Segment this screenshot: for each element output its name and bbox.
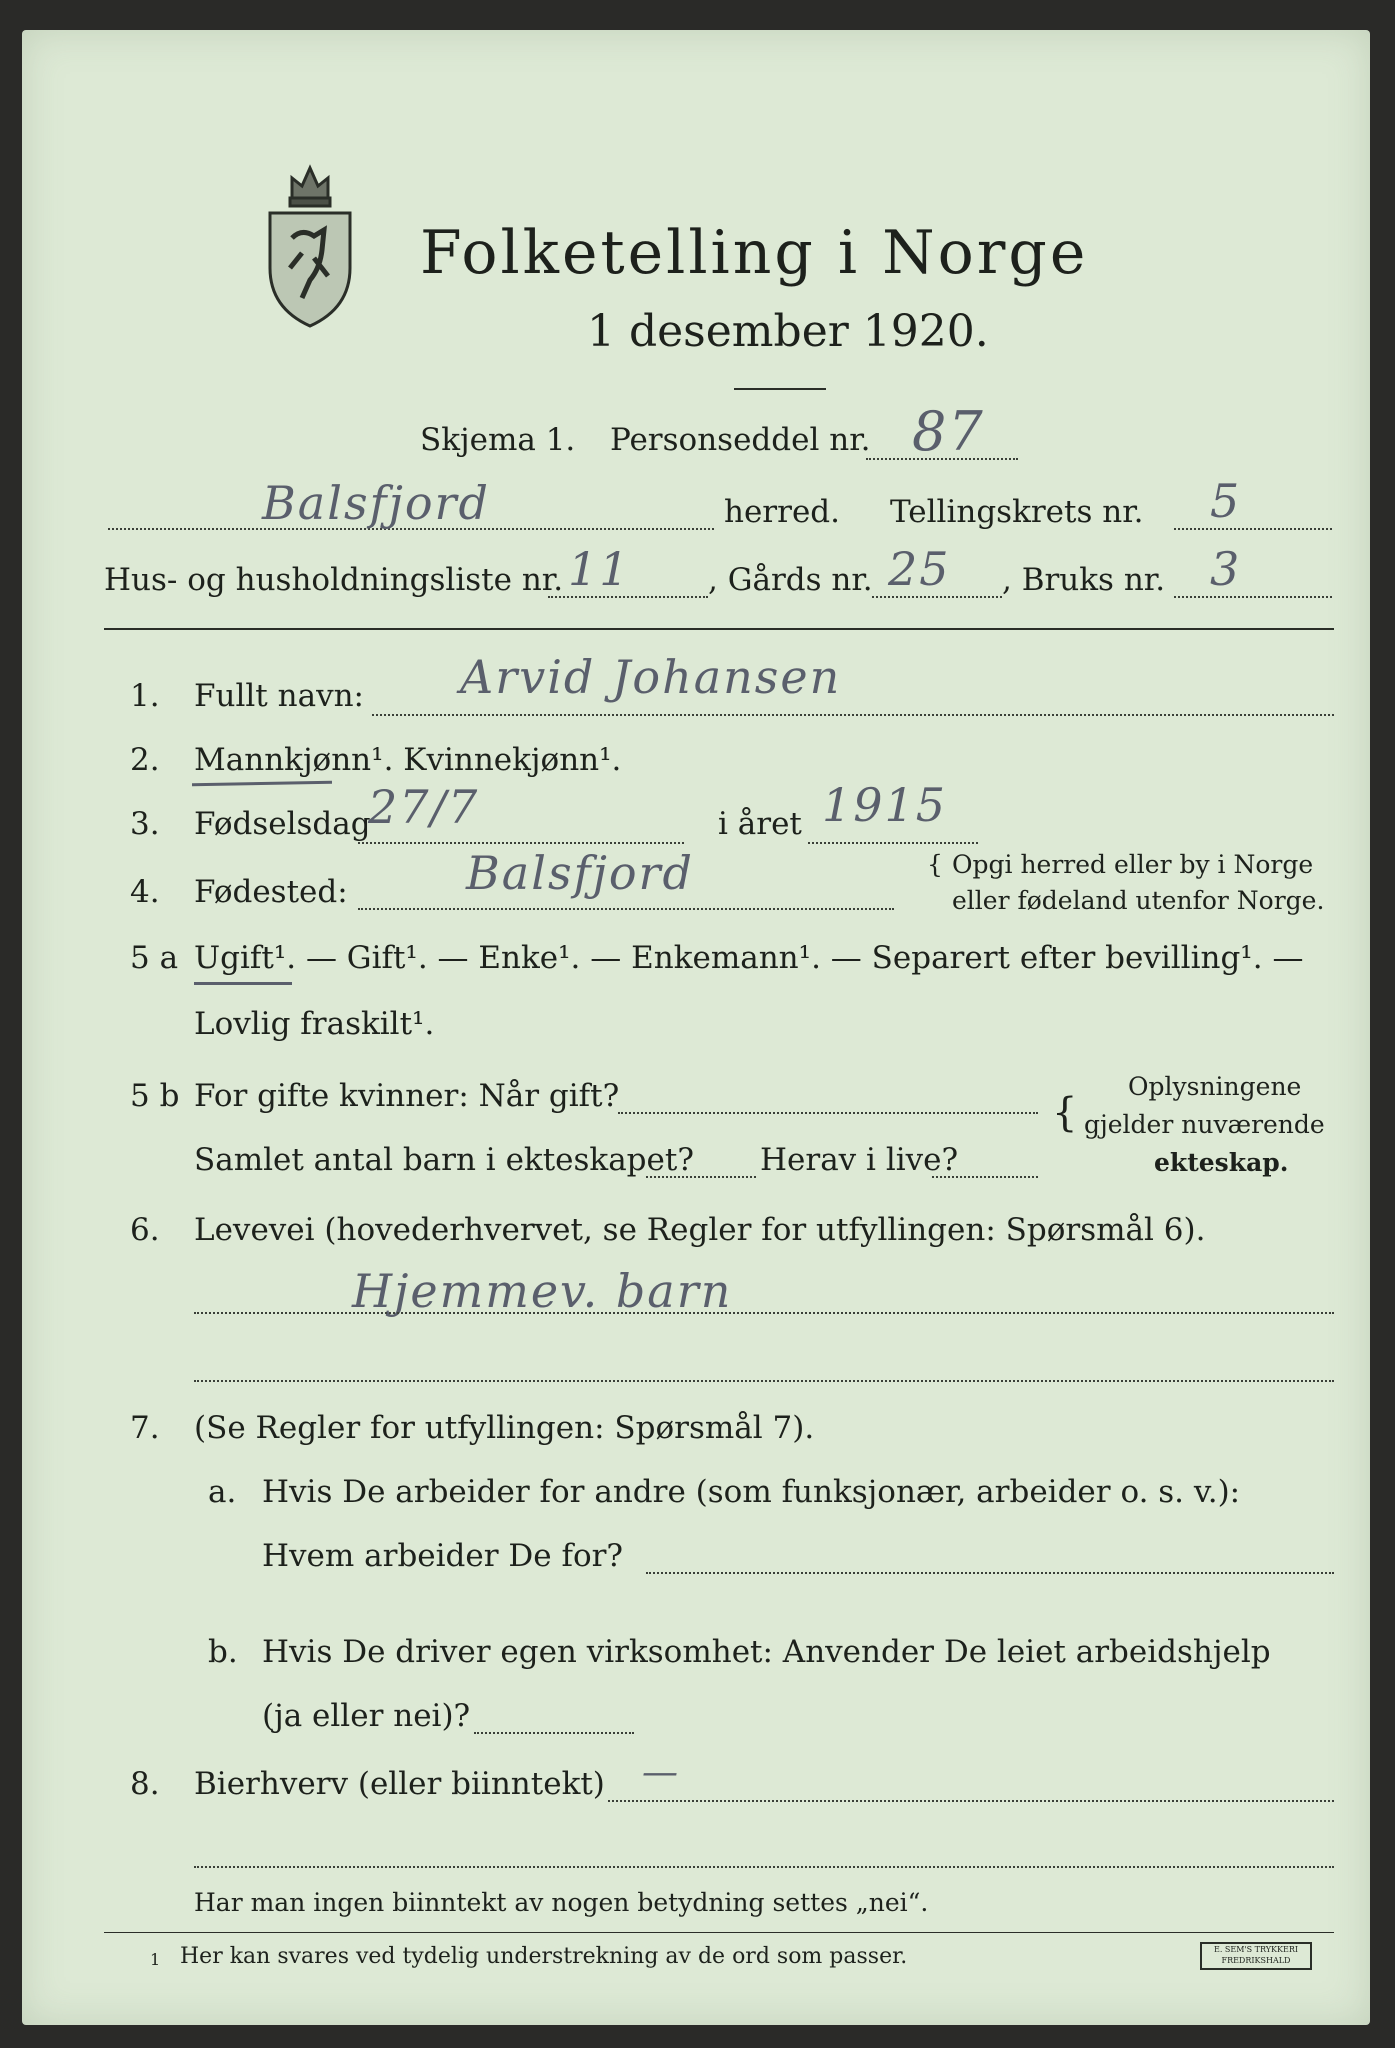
gards-line bbox=[872, 596, 1002, 598]
q7b-letter: b. bbox=[208, 1634, 238, 1670]
q6-occupation: Hjemmev. barn bbox=[352, 1264, 733, 1318]
q5a-marital-options: Ugift¹. — Gift¹. — Enke¹. — Enkemann¹. — Separert efter bevilling¹. — bbox=[194, 940, 1304, 976]
q5b-children-label: Samlet antal barn i ekteskapet? bbox=[194, 1142, 694, 1178]
q7b-line2: (ja eller nei)? bbox=[262, 1698, 471, 1734]
q5a-underline-mark bbox=[194, 982, 292, 985]
q3-number: 3. bbox=[130, 806, 160, 842]
personseddel-label: Personseddel nr. bbox=[610, 422, 871, 458]
q3-year-label: i året bbox=[718, 806, 802, 842]
census-form bbox=[22, 30, 1370, 2025]
q5b-note-line1: Oplysningene bbox=[1128, 1072, 1302, 1101]
census-date: 1 desember 1920. bbox=[587, 306, 989, 357]
skjema-label: Skjema 1. bbox=[420, 422, 576, 458]
hus-line bbox=[548, 596, 708, 598]
q7a-line2: Hvem arbeider De for? bbox=[262, 1538, 624, 1574]
q4-note-line1: Opgi herred eller by i Norge bbox=[952, 850, 1314, 879]
q2-underline-mark bbox=[192, 781, 332, 786]
q4-note-bracket: { bbox=[927, 850, 943, 879]
q2-number: 2. bbox=[130, 742, 160, 778]
footer-note: Har man ingen biinntekt av nogen betydning settes „nei“. bbox=[194, 1888, 929, 1917]
q8-label: Bierhverv (eller biinntekt) bbox=[194, 1766, 605, 1802]
herred-label: herred. bbox=[724, 494, 840, 530]
q8-value: — bbox=[642, 1752, 680, 1793]
tellingskrets-line bbox=[1174, 528, 1332, 530]
q5b-number: 5 b bbox=[130, 1078, 180, 1114]
q3-birthdate: 27/7 bbox=[368, 780, 480, 834]
footer-divider bbox=[104, 1932, 1334, 1933]
footnote-mark: 1 bbox=[150, 1950, 161, 1969]
coat-of-arms-icon bbox=[262, 158, 358, 328]
q8-line1 bbox=[608, 1800, 1334, 1802]
header-divider bbox=[104, 628, 1334, 630]
q7a-answer-line bbox=[646, 1572, 1334, 1574]
q6-number: 6. bbox=[130, 1212, 160, 1248]
q5b-note-line2: gjelder nuværende bbox=[1084, 1110, 1325, 1139]
personseddel-value: 87 bbox=[912, 400, 985, 463]
q4-birthplace: Balsfjord bbox=[466, 846, 694, 900]
q4-line bbox=[358, 908, 894, 910]
q7b-line1: Hvis De driver egen virksomhet: Anvender De leiet arbeidshjelp bbox=[262, 1634, 1271, 1670]
q3-year-line bbox=[808, 842, 978, 844]
form-title: Folketelling i Norge bbox=[420, 218, 1089, 288]
q6-label: Levevei (hovederhvervet, se Regler for utfyllingen: Spørsmål 6). bbox=[194, 1212, 1206, 1248]
tellingskrets-label: Tellingskrets nr. bbox=[890, 494, 1144, 530]
q3-birth-year: 1915 bbox=[822, 778, 948, 832]
q6-line2 bbox=[194, 1380, 1334, 1382]
q8-line2 bbox=[194, 1866, 1334, 1868]
q4-label: Fødested: bbox=[194, 874, 348, 910]
q3-date-line bbox=[358, 842, 684, 844]
q5a-marital-options-cont: Lovlig fraskilt¹. bbox=[194, 1006, 435, 1042]
bruks-value: 3 bbox=[1210, 542, 1242, 596]
q5b-alive-line bbox=[932, 1176, 1038, 1178]
bruks-label: , Bruks nr. bbox=[1002, 562, 1166, 598]
bruks-line bbox=[1174, 596, 1332, 598]
gards-value: 25 bbox=[888, 542, 951, 596]
q4-number: 4. bbox=[130, 874, 160, 910]
q7-number: 7. bbox=[130, 1410, 160, 1446]
q7b-answer-line bbox=[474, 1732, 634, 1734]
q7a-letter: a. bbox=[208, 1474, 237, 1510]
q3-label: Fødselsdag bbox=[194, 806, 371, 842]
q5b-note-bracket: { bbox=[1052, 1090, 1078, 1136]
herred-value: Balsfjord bbox=[262, 476, 490, 530]
q5b-alive-label: Herav i live? bbox=[760, 1142, 959, 1178]
hus-value: 11 bbox=[568, 542, 631, 596]
q8-number: 8. bbox=[130, 1766, 160, 1802]
q5b-married-line bbox=[618, 1112, 1038, 1114]
q6-line1 bbox=[194, 1312, 1334, 1314]
hus-label: Hus- og husholdningsliste nr. bbox=[104, 562, 564, 598]
q1-line bbox=[372, 714, 1334, 716]
q5a-number: 5 a bbox=[130, 940, 179, 976]
q1-label: Fullt navn: bbox=[194, 678, 364, 714]
printer-stamp: E. SEM'S TRYKKERI FREDRIKSHALD bbox=[1200, 1942, 1312, 1970]
q7a-line1: Hvis De arbeider for andre (som funksjonær, arbeider o. s. v.): bbox=[262, 1474, 1241, 1510]
q5b-children-line bbox=[646, 1176, 756, 1178]
q1-number: 1. bbox=[130, 678, 160, 714]
title-divider bbox=[734, 388, 826, 390]
q1-full-name: Arvid Johansen bbox=[460, 650, 842, 704]
q5b-note-line3: ekteskap. bbox=[1154, 1148, 1289, 1177]
q4-note-line2: eller fødeland utenfor Norge. bbox=[952, 886, 1325, 915]
q7-label: (Se Regler for utfyllingen: Spørsmål 7). bbox=[194, 1410, 815, 1446]
q5b-married-label: For gifte kvinner: Når gift? bbox=[194, 1078, 620, 1114]
tellingskrets-value: 5 bbox=[1210, 474, 1242, 528]
q2-gender-options: Mannkjønn¹. Kvinnekjønn¹. bbox=[194, 742, 622, 778]
footnote-text: Her kan svares ved tydelig understrekning av de ord som passer. bbox=[180, 1944, 908, 1969]
gards-label: , Gårds nr. bbox=[708, 562, 873, 598]
